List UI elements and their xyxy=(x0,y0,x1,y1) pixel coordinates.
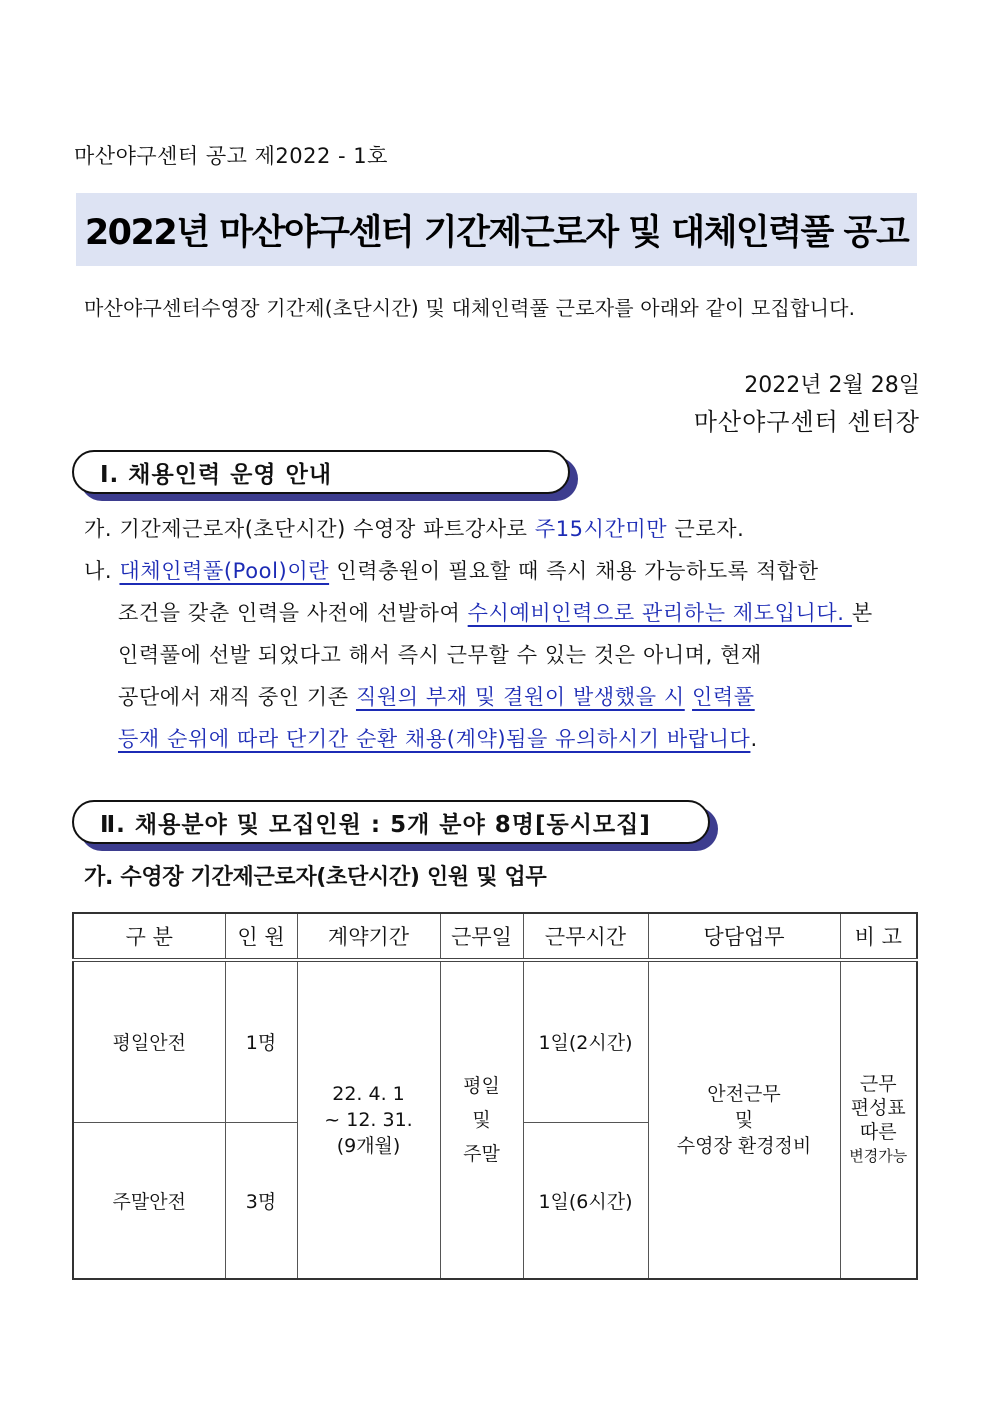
intro-text: 마산야구센터수영장 기간제(초단시간) 및 대체인력풀 근로자를 아래와 같이 모집합니다. xyxy=(84,296,856,320)
item-na-text4: 공단에서 재직 중인 기존 xyxy=(118,685,356,709)
item-na-marker: 나. xyxy=(84,559,113,583)
item-na-line4 xyxy=(84,676,873,718)
workdays-line3: 주말 xyxy=(463,1143,500,1165)
row-count: 1명 xyxy=(225,960,297,1122)
workdays-cell xyxy=(440,960,523,1279)
item-na-text1: 인력충원이 필요할 때 즉시 채용 가능하도록 적합한 xyxy=(329,559,819,583)
item-na xyxy=(84,550,873,760)
table-header-row xyxy=(73,913,917,960)
item-ga-highlight: 주15시간미만 xyxy=(534,517,668,541)
header-note: 비 고 xyxy=(840,913,917,960)
item-ga-text: 기간제근로자(초단시간) 수영장 파트강사로 xyxy=(112,517,535,541)
pool-definition-term: 대체인력풀(Pool)이란 xyxy=(119,559,330,583)
vacancy-text: 직원의 부재 및 결원이 발생했을 시 xyxy=(355,685,685,709)
item-ga-text-end: 근로자. xyxy=(667,517,745,541)
row-hours: 1일(6시간) xyxy=(523,1122,648,1279)
notice-number: 마산야구센터 공고 제2022 - 1호 xyxy=(74,144,388,168)
item-na-line5 xyxy=(84,718,873,760)
header-period: 계약기간 xyxy=(297,913,440,960)
item-na-text5-end: . xyxy=(750,727,758,751)
note-line2: 편성표 xyxy=(850,1097,906,1119)
issuer: 마산야구센터 센터장 xyxy=(693,408,920,436)
row-category: 평일안전 xyxy=(73,960,225,1122)
note-line3: 따른 xyxy=(859,1121,897,1143)
item-na-line2 xyxy=(84,592,873,634)
table-row xyxy=(73,960,917,1122)
item-na-line3: 인력풀에 선발 되었다고 해서 즉시 근무할 수 있는 것은 아니며, 현재 xyxy=(118,643,762,667)
header-count: 인 원 xyxy=(225,913,297,960)
item-na-line1 xyxy=(84,550,873,592)
period-end: ~ 12. 31. xyxy=(324,1109,413,1131)
header-hours: 근무시간 xyxy=(523,913,648,960)
page-title: 2022년 마산야구센터 기간제근로자 및 대체인력풀 공고 xyxy=(84,212,909,253)
duty-line3: 수영장 환경정비 xyxy=(676,1135,812,1157)
row-count: 3명 xyxy=(225,1122,297,1279)
pool-text: 인력풀 xyxy=(692,685,755,709)
period-start: 22. 4. 1 xyxy=(332,1083,405,1105)
section1-heading: Ⅰ. 채용인력 운영 안내 xyxy=(72,450,570,494)
duty-cell xyxy=(648,960,840,1279)
note-line1: 근무 xyxy=(859,1073,897,1095)
item-na-text2: 조건을 갖춘 인력을 사전에 선발하여 xyxy=(118,601,468,625)
notice-date: 2022년 2월 28일 xyxy=(744,373,920,398)
note-cell xyxy=(840,960,917,1279)
duty-line1: 안전근무 xyxy=(707,1083,781,1105)
item-na-text2-end: 본 xyxy=(851,601,873,625)
rotation-text: 등재 순위에 따라 단기간 순환 채용(계약)됨을 유의하시기 바랍니다 xyxy=(118,727,751,751)
header-workdays: 근무일 xyxy=(440,913,523,960)
title-banner xyxy=(76,193,917,266)
section2-heading: Ⅱ. 채용분야 및 모집인원 : 5개 분야 8명[동시모집] xyxy=(72,800,710,844)
reserve-system-text: 수시예비인력으로 관리하는 제도입니다. xyxy=(467,601,852,625)
row-hours: 1일(2시간) xyxy=(523,960,648,1122)
section2-subheading: 가. 수영장 기간제근로자(초단시간) 인원 및 업무 xyxy=(84,865,547,890)
recruitment-table xyxy=(72,912,918,1280)
duty-line2: 및 xyxy=(734,1109,754,1131)
workdays-line2: 및 xyxy=(472,1109,491,1131)
row-category: 주말안전 xyxy=(73,1122,225,1279)
period-length: (9개월) xyxy=(336,1135,401,1157)
note-line4: 변경가능 xyxy=(849,1147,908,1165)
item-ga xyxy=(84,508,744,550)
header-category: 구 분 xyxy=(73,913,225,960)
header-duty: 당담업무 xyxy=(648,913,840,960)
workdays-line1: 평일 xyxy=(463,1075,500,1097)
item-ga-marker: 가. xyxy=(84,517,113,541)
contract-period xyxy=(297,960,440,1279)
